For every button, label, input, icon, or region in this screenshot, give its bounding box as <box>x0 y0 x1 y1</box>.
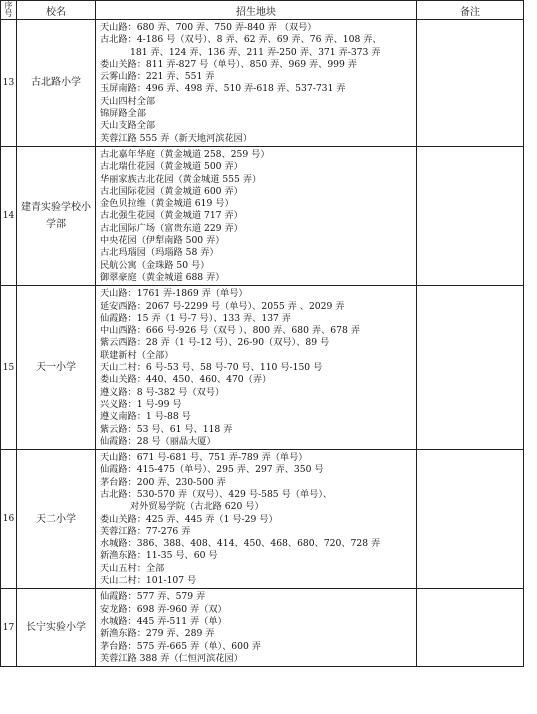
area-line: 181 弄、124 弄、136 弄、211 弄-250 弄、371 弄-373 弄 <box>130 46 381 58</box>
area-line: 古北玛瑙园（玛瑙路 58 弄） <box>100 247 219 259</box>
area-line: 古北瑞仕花园（黄金城道 500 弄） <box>100 161 243 173</box>
enrollment-area <box>96 20 417 147</box>
header-no: 序号 <box>1 1 17 20</box>
area-line: 芙蓉江路 555 弄（新天地河滨花园） <box>100 132 253 144</box>
header-row <box>1 1 524 20</box>
note-cell <box>417 450 524 589</box>
area-line: 天山路：1761 弄-1869 弄（单号） <box>100 288 248 300</box>
area-line: 中央花园（伊犁南路 500 弄） <box>100 235 225 247</box>
area-line: 天山支路全部 <box>100 120 156 132</box>
area-line: 仙霞路：28 号（丽晶大厦） <box>100 435 216 447</box>
area-line: 新渔东路：279 弄、289 弄 <box>100 628 215 640</box>
area-line: 天山路：671 号-681 号、751 弄-789 弄（单号） <box>100 452 308 464</box>
area-line: 云雾山路：221 弄、551 弄 <box>100 71 215 83</box>
area-line: 御翠豪庭（黄金城道 688 弄） <box>100 271 225 283</box>
table-row <box>1 20 524 147</box>
area-line: 天山五村：全部 <box>100 562 165 574</box>
area-line: 水城路：386、388、408、414、450、468、680、720、728 弄 <box>100 538 381 550</box>
area-line: 芙蓉江路：77-276 弄 <box>100 525 191 537</box>
area-line: 天山二村：101-107 号 <box>100 575 197 587</box>
area-line: 华丽家族古北花园（黄金城道 555 弄） <box>100 173 262 185</box>
area-line: 娄山关路：440、450、460、470（弄） <box>100 374 272 386</box>
area-line: 古北国际花园（黄金城道 600 弄） <box>100 185 243 197</box>
row-number: 13 <box>1 20 17 147</box>
table-row <box>1 146 524 285</box>
area-line: 中山西路：666 号-926 号（双号 ）、800 弄、680 弄、678 弄 <box>100 325 360 337</box>
table-row <box>1 589 524 667</box>
area-line: 金色贝拉维（黄金城道 619 号） <box>100 198 234 210</box>
header-area: 招生地块 <box>96 1 417 20</box>
school-name: 建青实验学校小学部 <box>17 146 96 285</box>
note-cell <box>417 20 524 147</box>
area-line: 延安西路：2067 号-2299 号（单号）、2055 弄 、2029 弄 <box>100 300 345 312</box>
area-line: 紫云西路：28 弄（1 号-12 号）、26-90（双号）、89 号 <box>100 337 330 349</box>
area-line: 锦屏路全部 <box>100 108 146 120</box>
area-line: 玉屏南路：496 弄、498 弄、510 弄-618 弄、537-731 弄 <box>100 83 346 95</box>
header-note: 备注 <box>417 1 524 20</box>
area-line: 古北国际广场（富贵东道 229 弄） <box>100 222 243 234</box>
area-line: 天山四村全部 <box>100 95 156 107</box>
enrollment-area <box>96 589 417 667</box>
row-number: 17 <box>1 589 17 667</box>
area-line: 遵义南路：1 号-88 号 <box>100 411 191 423</box>
enrollment-area <box>96 286 417 450</box>
area-line: 紫云路：53 号、61 号、118 弄 <box>100 423 233 435</box>
area-line: 仙霞路：15 弄（1 号-7 号）、133 弄、137 弄 <box>100 312 291 324</box>
row-number: 14 <box>1 146 17 285</box>
area-line: 遵义路：8 号-382 号（双号） <box>100 386 225 398</box>
area-line: 仙霞路：577 弄、579 弄 <box>100 591 206 603</box>
note-cell <box>417 286 524 450</box>
area-line: 茅台路：200 弄、230-500 弄 <box>100 476 226 488</box>
note-cell <box>417 146 524 285</box>
school-name: 天一小学 <box>17 286 96 450</box>
area-line: 对外贸易学院（古北路 620 号） <box>130 501 264 513</box>
area-line: 天山路：680 弄、700 弄、750 弄-840 弄 （双号） <box>100 22 317 33</box>
note-cell <box>417 589 524 667</box>
area-line: 民航公寓（金珠路 50 号） <box>100 259 210 271</box>
area-line: 兴义路：1 号-99 号 <box>100 398 182 410</box>
area-line: 联建新村（全部） <box>100 349 174 361</box>
table-body <box>1 20 524 667</box>
row-number: 15 <box>1 286 17 450</box>
area-line: 古北路：4-186 号（双号）、8 弄、62 弄、69 弄、76 弄、108 弄、 <box>100 34 382 46</box>
area-line: 古北强生花园（黄金城道 717 弄） <box>100 210 243 222</box>
area-line: 新渔东路：11-35 号、60 号 <box>100 550 218 562</box>
area-line: 天山二村：6 号-53 号、58 号-70 号、110 号-150 号 <box>100 362 323 374</box>
header-school: 校名 <box>17 1 96 20</box>
area-line: 仙霞路：415-475（单号）、295 弄、297 弄、350 号 <box>100 464 324 476</box>
area-line: 安龙路：698 弄-960 弄（双） <box>100 603 227 615</box>
table-row <box>1 286 524 450</box>
area-line: 娄山关路：811 弄-827 号（单号）、850 弄、969 弄、999 弄 <box>100 58 357 70</box>
row-number: 16 <box>1 450 17 589</box>
school-name: 古北路小学 <box>17 20 96 147</box>
area-line: 娄山关路：425 弄、445 弄（1 号-29 号） <box>100 513 278 525</box>
area-line: 茅台路：575 弄-665 弄（单）、600 弄 <box>100 640 261 652</box>
table-row <box>1 450 524 589</box>
area-line: 水城路：445 弄-511 弄（单） <box>100 615 227 627</box>
area-line: 古北嘉年华庭（黄金城道 258、259 号） <box>100 148 270 160</box>
enrollment-area <box>96 450 417 589</box>
school-name: 天二小学 <box>17 450 96 589</box>
school-name: 长宁实验小学 <box>17 589 96 667</box>
area-line: 芙蓉江路 388 弄（仁恒河滨花园） <box>100 652 243 664</box>
enrollment-area <box>96 146 417 285</box>
area-line: 古北路：530-570 弄（双号）、429 号-585 号（单号）、 <box>100 488 333 500</box>
